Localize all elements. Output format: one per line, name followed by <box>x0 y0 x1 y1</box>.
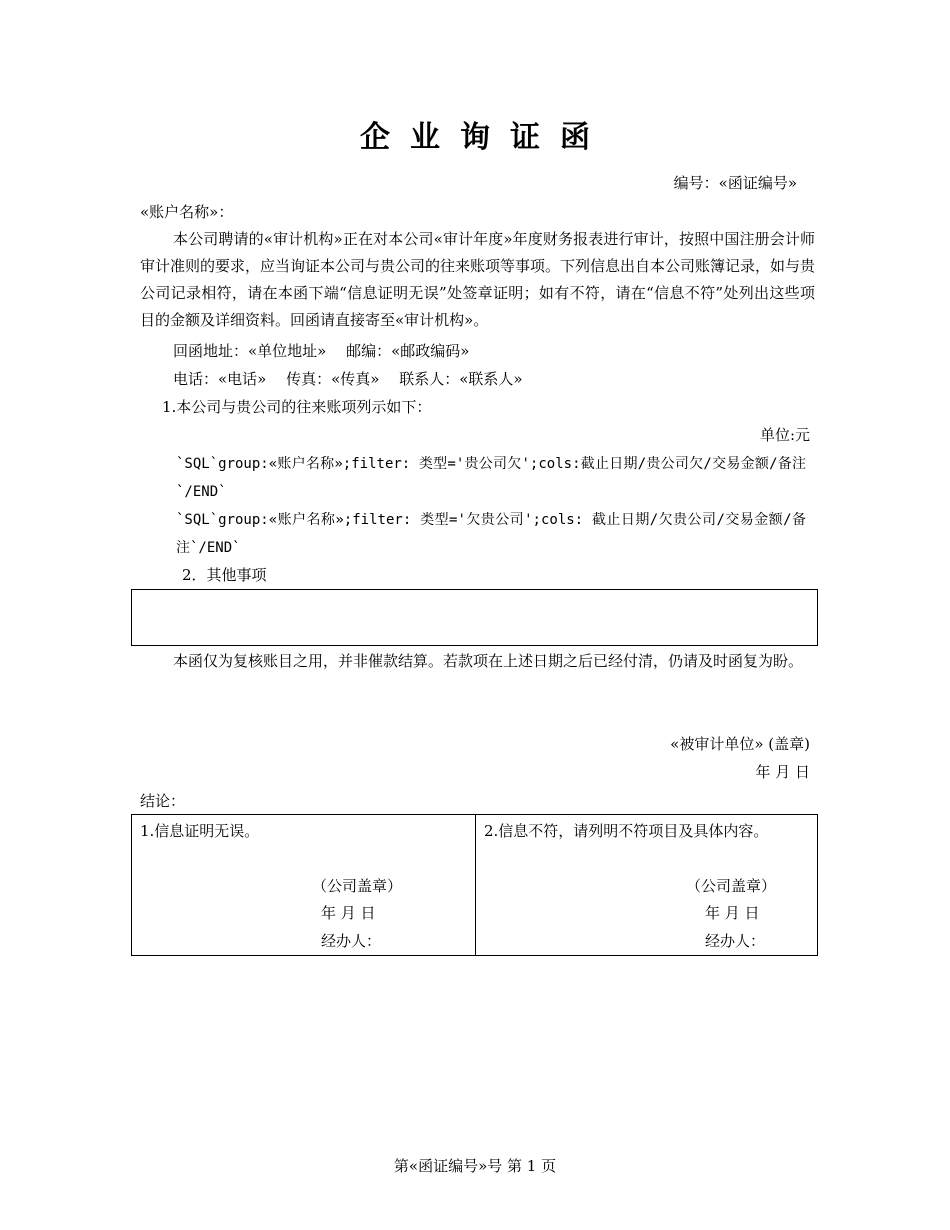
confirm-cell-discrepancy <box>476 815 817 955</box>
handler-right: 经办人： <box>705 932 766 950</box>
reply-address: 回函地址：«单位地址» 邮编：«邮政编码» <box>173 342 470 360</box>
addressee: «账户名称»： <box>140 203 234 221</box>
section-1-heading: 1.本公司与贵公司的往来账项列示如下： <box>162 398 432 416</box>
page-footer: 第«函证编号»号 第 1 页 <box>393 1157 557 1175</box>
notice-paragraph: 本函仅为复核账目之用，并非催款结算。若款项在上述日期之后已经付清，仍请及时函复为盼。 <box>173 652 804 670</box>
confirm-correct-label: 1.信息证明无误。 <box>140 822 260 840</box>
confirm-discrepancy-label: 2.信息不符，请列明不符项目及具体内容。 <box>484 822 769 840</box>
company-seal-right: （公司盖章） <box>686 877 777 895</box>
confirmation-table <box>131 814 818 956</box>
conclusion-label: 结论： <box>140 792 186 810</box>
date-right: 年 月 日 <box>705 904 760 922</box>
audited-unit-seal: «被审计单位» (盖章) <box>670 735 810 753</box>
date-line: 年 月 日 <box>755 763 810 781</box>
sql-block-payable: `SQL`group:«账户名称»;filter: 类型='欠贵公司';cols: 截止日期/欠贵公司/交易金额/备注`/END` <box>176 512 806 556</box>
contact-info: 电话：«电话» 传真：«传真» 联系人：«联系人» <box>173 370 523 388</box>
date-left: 年 月 日 <box>321 904 376 922</box>
intro-paragraph: 本公司聘请的«审计机构»正在对本公司«审计年度»年度财务报表进行审计，按照中国注册会计师审计准则的要求，应当询证本公司与贵公司的往来账项等事项。下列信息出自本公司账簿记录，如与贵公司记录相符，请在本函下端“信息证明无误”处签章证明；如有不符，请在“信息不符”处列出这些项目的金额及详细资料。回函请直接寄至«审计机构»。 <box>140 230 816 329</box>
sql-block-receivable: `SQL`group:«账户名称»;filter: 类型='贵公司欠';cols:截止日期/贵公司欠/交易金额/备注`/END` <box>176 456 806 500</box>
company-seal-left: （公司盖章） <box>312 877 403 895</box>
confirm-cell-correct <box>132 815 476 955</box>
other-matters-box <box>131 589 818 646</box>
reference-number: 编号：«函证编号» <box>673 174 797 192</box>
page-title: 企业询证函 <box>360 120 610 155</box>
handler-left: 经办人： <box>321 932 382 950</box>
unit-label: 单位:元 <box>759 426 810 444</box>
section-2-heading: 2．其他事项 <box>182 566 267 584</box>
